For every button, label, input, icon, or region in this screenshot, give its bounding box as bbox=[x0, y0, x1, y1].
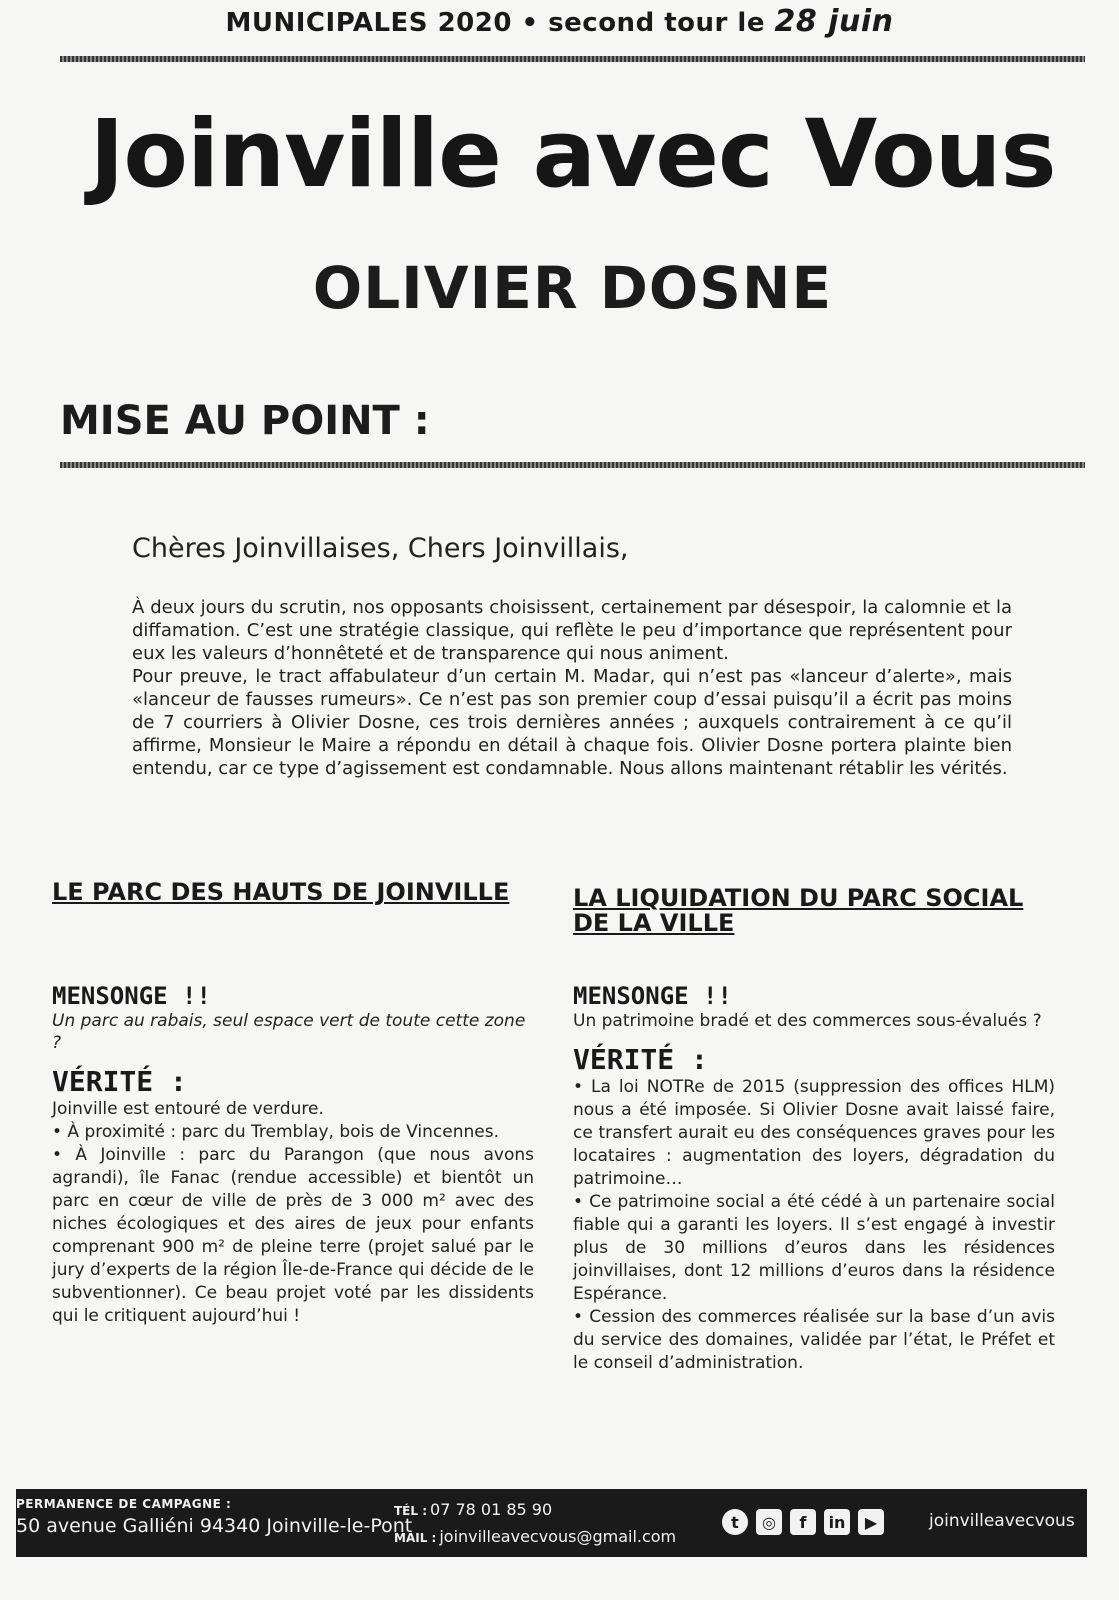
social-icons bbox=[722, 1509, 884, 1535]
tel-label: TÉL : bbox=[394, 1504, 428, 1518]
candidate-name: OLIVIER DOSNE bbox=[312, 254, 833, 322]
claim-question: Un patrimoine bradé et des commerces sous-évalués ? bbox=[573, 1011, 1042, 1031]
greeting: Chères Joinvillaises, Chers Joinvillais, bbox=[132, 533, 629, 564]
claim-question: Un parc au rabais, seul espace vert de toute cette zone ? bbox=[52, 1011, 526, 1053]
verite-paragraph: • Cession des commerces réalisée sur la base d’un avis du service des domaines, validée par l’état, le Préfet et le conseil d’administration. bbox=[573, 1307, 1055, 1373]
verite-paragraph: Joinville est entouré de verdure. bbox=[52, 1099, 324, 1119]
election-banner bbox=[0, 4, 1119, 39]
right-column-title: LA LIQUIDATION DU PARC SOCIAL DE LA VILLE bbox=[573, 884, 1024, 937]
footer-bar bbox=[16, 1489, 1087, 1557]
intro-paragraph: Pour preuve, le tract affabulateur d’un certain M. Madar, qui n’est pas «lanceur d’alerte», mais «lanceur de fausses rumeurs». Ce n’est pas son premier coup d’essai puisqu’il a écrit pas moins de 7 courriers à Olivier Dosne, ces trois dernières années ; auxquels contrairement à ce qu’il affirme, Monsieur le Maire a répondu en détail à chaque fois. Olivier Dosne portera plainte bien entendu, car ce type d’agissement est condamnable. Nous allons maintenant rétablir les vérités. bbox=[132, 666, 1012, 779]
right-column bbox=[573, 880, 1055, 1375]
left-column-title: LE PARC DES HAUTS DE JOINVILLE bbox=[52, 878, 510, 906]
facebook-icon[interactable]: f bbox=[790, 1509, 816, 1535]
verite-paragraph: • À Joinville : parc du Parangon (que nous avons agrandi), île Fanac (rendue accessible) et bientôt un parc en cœur de ville de près de 3 000 m² avec des niches écologiques et des aires de jeux pour enfants comprenant 900 m² de pleine terre (projet salué par le jury d’experts de la région Île-de-France qui décide de le subventionner). Ce beau projet voté par les dissidents qui le critiquent aujourd’hui ! bbox=[52, 1145, 534, 1326]
verite-paragraph: • À proximité : parc du Tremblay, bois de Vincennes. bbox=[52, 1122, 499, 1142]
email-link[interactable]: joinvilleavecvous@gmail.com bbox=[439, 1527, 677, 1546]
instagram-icon[interactable]: ◎ bbox=[756, 1509, 782, 1535]
section-divider bbox=[60, 462, 1085, 468]
top-divider bbox=[60, 56, 1085, 62]
contact-info bbox=[394, 1497, 676, 1551]
verite-label: VÉRITÉ : bbox=[52, 1065, 187, 1098]
page-title: Joinville avec Vous bbox=[89, 100, 1056, 209]
section-heading: MISE AU POINT : bbox=[60, 398, 430, 444]
verite-paragraph: • La loi NOTRe de 2015 (suppression des offices HLM) nous a été imposée. Si Olivier Dosne avait laissé faire, ce transfert aurait eu des conséquences graves pour les locataires : augmentation des loyers, dégradation du patrimoine… bbox=[573, 1077, 1055, 1189]
intro-paragraph: À deux jours du scrutin, nos opposants choisissent, certainement par désespoir, la calomnie et la diffamation. C’est une stratégie classique, qui reflète le peu d’importance que représentent pour eux les valeurs d’honnêteté et de transparence qui nous animent. bbox=[132, 597, 1012, 664]
address-label: PERMANENCE DE CAMPAGNE : bbox=[16, 1497, 232, 1511]
mensonge-label: MENSONGE !! bbox=[52, 982, 211, 1010]
phone-number[interactable]: 07 78 01 85 90 bbox=[430, 1500, 553, 1519]
banner-text: MUNICIPALES 2020 • second tour le bbox=[225, 8, 775, 38]
mensonge-label: MENSONGE !! bbox=[573, 982, 732, 1010]
youtube-icon[interactable]: ▶ bbox=[858, 1509, 884, 1535]
mail-label: MAIL : bbox=[394, 1531, 437, 1545]
twitter-icon[interactable]: t bbox=[722, 1509, 748, 1535]
verite-label: VÉRITÉ : bbox=[573, 1043, 708, 1076]
verite-paragraph: • Ce patrimoine social a été cédé à un partenaire social fiable qui a garanti les loyers. Il s’est engagé à investir plus de 30 millions d’euros dans les résidences joinvillaises, dont 12 millions d’euros dans la résidence Espérance. bbox=[573, 1192, 1055, 1304]
social-handle[interactable]: joinvilleavecvous bbox=[929, 1511, 1075, 1531]
address: 50 avenue Galliéni 94340 Joinville-le-Pont bbox=[16, 1515, 413, 1537]
intro-text bbox=[132, 596, 1012, 780]
banner-date: 28 juin bbox=[774, 4, 894, 39]
linkedin-icon[interactable]: in bbox=[824, 1509, 850, 1535]
left-column bbox=[52, 880, 534, 1328]
